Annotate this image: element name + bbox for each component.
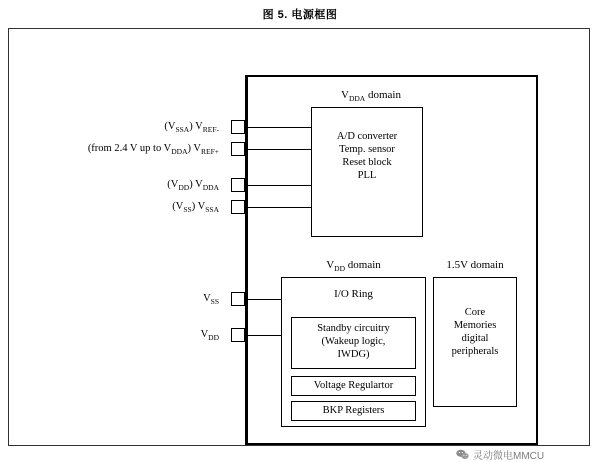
watermark — [456, 447, 544, 462]
bkp-registers-label: BKP Registers — [322, 405, 385, 416]
pin-square-vdd — [231, 328, 245, 342]
core-block-peripherals: peripherals — [451, 346, 499, 357]
pin-label-vss: $V_{SS}$ — [203, 293, 219, 307]
pin-label-vref-plus: (from 2.4 V up to $V_{DDA}$) $V_{REF+}$ — [87, 143, 219, 157]
standby-line-3: IWDG) — [337, 349, 370, 360]
pin-label-vref-minus: $(V_{SSA})$ $V_{REF-}$ — [164, 121, 219, 135]
wire-vss — [245, 299, 281, 300]
core-block-core: Core — [464, 307, 486, 318]
wire-vdd — [245, 335, 281, 336]
watermark-text: 灵动微电MMCU — [473, 451, 545, 462]
power-bus-line — [245, 75, 248, 445]
core-block-digital: digital — [461, 333, 489, 344]
pin-square-vss — [231, 292, 245, 306]
wire-vssa — [245, 207, 311, 208]
vdda-block-pll: PLL — [357, 170, 377, 181]
vdda-block-adc: A/D converter — [336, 131, 398, 142]
vdda-domain-block — [311, 107, 423, 237]
wire-vref-plus — [245, 149, 311, 150]
pin-square-vdda — [231, 178, 245, 192]
wechat-icon — [456, 449, 469, 460]
core-domain-title: 1.5V domain — [446, 259, 504, 271]
standby-circuitry-block — [291, 317, 416, 369]
pin-label-vdd: $V_{DD}$ — [200, 329, 219, 343]
vdd-domain-title: $V_{DD}$ domain — [326, 259, 381, 274]
core-block-memories: Memories — [453, 320, 497, 331]
voltage-regulator-label: Voltage Regulartor — [313, 380, 394, 391]
figure-caption: 图 5. 电源框图 — [262, 9, 338, 21]
vdda-domain-title: $V_{DDA}$ domain — [341, 89, 401, 104]
pin-square-vref-minus — [231, 120, 245, 134]
pin-square-vref-plus — [231, 142, 245, 156]
voltage-regulator-block — [291, 376, 416, 396]
io-ring-label: I/O Ring — [334, 288, 373, 300]
wire-vref-minus — [245, 127, 311, 128]
bkp-registers-block — [291, 401, 416, 421]
pin-square-vssa — [231, 200, 245, 214]
pin-label-vdda: $(V_{DD})$ $V_{DDA}$ — [167, 179, 219, 193]
core-domain-block — [433, 277, 517, 407]
wire-vdda — [245, 185, 311, 186]
vdda-block-reset: Reset block — [342, 157, 392, 168]
vdda-block-temp: Temp. sensor — [339, 144, 395, 155]
figure-frame — [8, 28, 590, 462]
pin-label-vssa: $(V_{SS})$ $V_{SSA}$ — [172, 201, 219, 215]
standby-line-1: Standby circuitry — [317, 323, 390, 334]
standby-line-2: (Wakeup logic, — [321, 336, 386, 347]
